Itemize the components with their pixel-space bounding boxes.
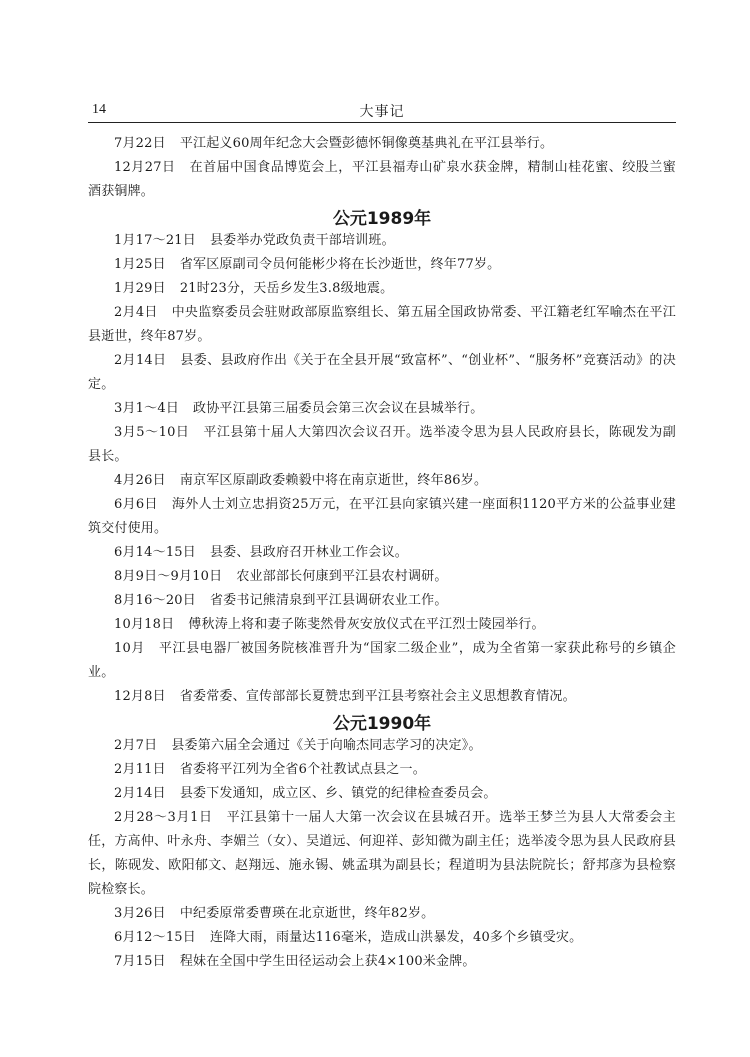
entry-date: 7月15日: [114, 954, 166, 969]
entry-date: 2月4日: [114, 305, 158, 320]
entry-text: 连降大雨，雨量达116毫米，造成山洪暴发，40多个乡镇受灾。: [209, 930, 583, 945]
entry-text: 南京军区原副政委赖毅中将在南京逝世，终年86岁。: [179, 473, 488, 488]
chronicle-entry: [88, 469, 676, 493]
entry-date: 12月8日: [114, 689, 166, 704]
chronicle-entry: [88, 541, 676, 565]
chronicle-entry: [88, 253, 676, 277]
entry-text: 政协平江县第三届委员会第三次会议在县城举行。: [193, 401, 484, 416]
entry-date: 7月22日: [114, 136, 166, 151]
chronicle-entry: [88, 421, 676, 469]
entry-date: 2月7日: [114, 738, 158, 753]
entry-text: 海外人士刘立忠捐资25万元，在平江县向家镇兴建一座面积1120平方米的公益事业建筑交付使用。: [88, 497, 676, 536]
year-heading: 公元1989年: [332, 209, 432, 229]
entry-text: 程妹在全国中学生田径运动会上获4×100米金牌。: [179, 954, 476, 969]
entry-text: 省委书记熊清泉到平江县调研农业工作。: [209, 593, 448, 608]
entry-text: 省委将平江列为全省6个社教试点县之一。: [179, 762, 426, 777]
entry-text: 中纪委原常委曹瑛在北京逝世，终年82岁。: [179, 906, 435, 921]
page-header: [88, 100, 676, 123]
entry-text: 县委、县政府召开林业工作会议。: [209, 545, 408, 560]
chronicle-entry: [88, 229, 676, 253]
entry-date: 6月12～15日: [114, 930, 196, 945]
entry-date: 2月14日: [114, 786, 166, 801]
chronicle-entry: [88, 277, 676, 301]
entry-text: 县委举办党政负责干部培训班。: [209, 233, 395, 248]
entry-date: 10月: [114, 641, 145, 656]
entry-text: 平江起义60周年纪念大会暨彭德怀铜像奠基典礼在平江县举行。: [179, 136, 554, 151]
entry-date: 1月25日: [114, 257, 166, 272]
chronicle-entry: [88, 734, 676, 758]
year-section: [88, 204, 676, 709]
entry-date: 6月14～15日: [114, 545, 196, 560]
entry-date: 4月26日: [114, 473, 166, 488]
entry-date: 3月5～10日: [114, 425, 190, 440]
intro-entries: [88, 132, 676, 204]
chronicle-entry: [88, 637, 676, 685]
year-section: [88, 709, 676, 974]
chronicle-entry: [88, 926, 676, 950]
entry-date: 6月6日: [114, 497, 158, 512]
entry-date: 2月28～3月1日: [114, 810, 213, 825]
chronicle-entry: [88, 950, 676, 974]
entry-text: 县委第六届全会通过《关于向喻杰同志学习的决定》。: [171, 738, 482, 753]
entry-date: 8月9日～9月10日: [114, 569, 223, 584]
entry-date: 12月27日: [114, 160, 176, 175]
entry-text: 县委下发通知，成立区、乡、镇党的纪律检查委员会。: [179, 786, 497, 801]
entry-text: 21时23分，天岳乡发生3.8级地震。: [179, 281, 394, 296]
entry-date: 1月29日: [114, 281, 166, 296]
year-sections: [88, 204, 676, 974]
entry-text: 平江县电器厂被国务院核准晋升为“国家二级企业”，成为全省第一家获此称号的乡镇企业。: [88, 641, 676, 680]
chronicle-entry: [88, 156, 676, 204]
chronicle-entry: [88, 397, 676, 421]
chronicle-entry: [88, 685, 676, 709]
entry-text: 平江县第十一届人大第一次会议在县城召开。选举王梦兰为县人大常委会主任，方高仲、叶永舟、李媚兰（女）、吴道远、何迎祥、彭知微为副主任；选举凌令思为县人民政府县长，陈砚发、欧阳郁文、赵翔远、施永锡、姚孟琪为副县长；程道明为县法院院长；舒邦彦为县检察院检察长。: [88, 810, 676, 897]
entry-date: 2月14日: [114, 353, 167, 368]
entry-date: 8月16～20日: [114, 593, 196, 608]
chronicle-entry: [88, 613, 676, 637]
chronicle-entry: [88, 902, 676, 926]
chronicle-entry: [88, 806, 676, 902]
running-title: 大事记: [359, 104, 405, 120]
entry-text: 县委、县政府作出《关于在全县开展“致富杯”、“创业杯”、“服务杯”竞赛活动》的决定。: [88, 353, 676, 392]
chronicle-entry: [88, 782, 676, 806]
entry-date: 2月11日: [114, 762, 166, 777]
chronicle-entry: [88, 493, 676, 541]
chronicle-content: [88, 132, 676, 974]
entry-text: 平江县第十届人大第四次会议召开。选举凌令思为县人民政府县长，陈砚发为副县长。: [88, 425, 676, 464]
page-number: 14: [92, 102, 106, 117]
chronicle-entry: [88, 758, 676, 782]
chronicle-entry: [88, 565, 676, 589]
entry-date: 3月1～4日: [114, 401, 180, 416]
chronicle-entry: [88, 301, 676, 349]
entry-text: 省军区原副司令员何能彬少将在长沙逝世，终年77岁。: [179, 257, 501, 272]
entry-date: 10月18日: [114, 617, 175, 632]
entry-text: 在首届中国食品博览会上，平江县福寿山矿泉水获金牌，精制山桂花蜜、绞股兰蜜酒获铜牌。: [88, 160, 676, 199]
entry-text: 农业部部长何康到平江县农村调研。: [236, 569, 448, 584]
entry-date: 1月17～21日: [114, 233, 196, 248]
chronicle-entry: [88, 132, 676, 156]
entry-text: 傅秋涛上将和妻子陈斐然骨灰安放仪式在平江烈士陵园举行。: [188, 617, 545, 632]
entry-date: 3月26日: [114, 906, 166, 921]
entry-text: 省委常委、宣传部部长夏赞忠到平江县考察社会主义思想教育情况。: [179, 689, 576, 704]
chronicle-entry: [88, 349, 676, 397]
chronicle-entry: [88, 589, 676, 613]
year-heading: 公元1990年: [332, 714, 432, 734]
entry-text: 中央监察委员会驻财政部原监察组长、第五届全国政协常委、平江籍老红军喻杰在平江县逝世，终年87岁。: [88, 305, 676, 344]
